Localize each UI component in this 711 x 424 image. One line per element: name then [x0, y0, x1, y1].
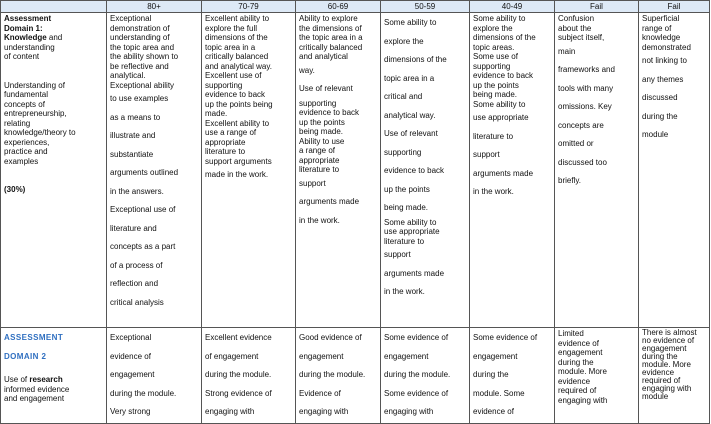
domain-1-fail2-text-b: not linking to any themes discussed during the module [642, 56, 687, 139]
domain-2-label-cell [1, 328, 107, 424]
domain-2-fail1-text: Limited evidence of engagement during the module. More evidence required of engaging with [558, 329, 608, 405]
header-60-69: 60-69 [296, 1, 381, 13]
domain-1-70-79-cell [202, 13, 296, 328]
domain-2-fail-cell-1 [555, 328, 639, 424]
domain-2-fail-cell-2 [639, 328, 710, 424]
header-corner-cell [1, 1, 107, 13]
domain-1-50-text-b: Some ability to use appropriate literature to [384, 217, 440, 246]
domain-2-60-69-cell [296, 328, 381, 424]
domain-2-60-text: Good evidence of engagement during the module. Evidence of engaging with [299, 333, 366, 416]
domain-1-title-line1: Assessment [4, 14, 52, 23]
domain-1-60-text-c: supporting evidence to back up the points being made. Ability to use a range of appropriate literature to [299, 98, 360, 174]
domain-1-fail1-text-a: Confusion about the subject itself, [558, 14, 605, 42]
domain-2-70-79-cell [202, 328, 296, 424]
grade-header-row [1, 1, 710, 13]
header-70-79: 70-79 [202, 1, 296, 13]
domain-1-50-text-a: Some ability to explore the dimensions of the topic area in a critical and analytical way. Use of relevant supporting evidence to back up the points being made. [384, 18, 447, 212]
domain-2-row [1, 328, 710, 424]
domain-1-60-69-cell [296, 13, 381, 328]
domain-1-title-line2: Domain 1: [4, 23, 43, 33]
header-fail-2: Fail [639, 1, 710, 13]
domain-2-fail2-text: There is almost no evidence of engagement during the module. More evidence required of engaging with module [642, 328, 697, 401]
domain-2-70-text: Excellent evidence of engagement during the module. Strong evidence of engaging with [205, 333, 272, 416]
domain-1-title-and: and [46, 33, 63, 42]
domain-1-fail2-text-a: Superficial range of knowledge demonstrated [642, 14, 691, 52]
domain-1-title-line5: of content [4, 52, 40, 61]
domain-1-row [1, 13, 710, 328]
domain-1-70-text-a: Excellent ability to explore the full dimensions of the topic area in a critically balanced and analytical way. Excellent use of supporting evidence to back up the points being made. Excellent ability to use a range of appropriate literature to support arguments [205, 14, 273, 166]
domain-1-70-text-b: made in the work. [205, 170, 269, 179]
domain-2-title-line1: ASSESSMENT [4, 333, 64, 342]
domain-1-fail-cell-2 [639, 13, 710, 328]
domain-1-title-knowledge: Knowledge [4, 33, 47, 42]
domain-1-40-49-cell [470, 13, 555, 328]
domain-2-80-plus-cell [107, 328, 202, 424]
domain-1-60-text-d: support arguments made in the work. [299, 178, 360, 225]
domain-1-50-text-c: support arguments made in the work. [384, 250, 445, 296]
header-40-49: 40-49 [470, 1, 555, 13]
domain-2-50-text: Some evidence of engagement during the module. Some evidence of engaging with [384, 333, 451, 416]
domain-1-fail-cell-1 [555, 13, 639, 328]
domain-1-50-59-cell [381, 13, 470, 328]
domain-2-desc-prefix: Use of [4, 375, 30, 384]
domain-2-80-text: Exceptional evidence of engagement during the module. Very strong [110, 333, 177, 416]
domain-1-80-plus-cell [107, 13, 202, 328]
header-50-59: 50-59 [381, 1, 470, 13]
domain-1-40-text-a: Some ability to explore the dimensions of the topic areas. Some use of supporting evidence to back up the points being made. Some ability to [473, 14, 536, 109]
domain-1-80-text-b: to use examples as a means to illustrate and substantiate arguments outlined in the answers. Exceptional use of literature and concepts as a part of a process of reflection and critical analysis [110, 94, 179, 307]
domain-1-fail1-text-b: main frameworks and tools with many omissions. Key concepts are omitted or discussed too briefly. [558, 46, 615, 185]
domain-1-60-text-b: way. Use of relevant [299, 65, 353, 93]
domain-2-40-49-cell [470, 328, 555, 424]
domain-2-40-text: Some evidence of engagement during the module. Some evidence of [473, 333, 538, 416]
domain-2-title-line2: DOMAIN 2 [4, 351, 47, 361]
domain-1-description: Understanding of fundamental concepts of entrepreneurship, relating knowledge/theory to experiences, practice and examples [4, 80, 76, 166]
domain-1-40-text-b: use appropriate literature to support arguments made in the work. [473, 113, 534, 196]
domain-1-label-cell [1, 13, 107, 328]
domain-1-weight: (30%) [4, 185, 26, 194]
header-fail-1: Fail [555, 1, 639, 13]
domain-1-60-text-a: Ability to explore the dimensions of the topic area in a critically balanced and analytical [299, 14, 363, 61]
header-80-plus: 80+ [107, 1, 202, 13]
domain-1-title-line4: understanding [4, 42, 55, 52]
domain-2-50-59-cell [381, 328, 470, 424]
domain-1-80-text-a: Exceptional demonstration of understanding of the topic area and the ability shown to be reflective and analytical. Exceptional ability [110, 14, 179, 90]
domain-2-desc-rest: informed evidence and engagement [4, 384, 70, 403]
domain-2-desc-research: research [29, 375, 63, 384]
